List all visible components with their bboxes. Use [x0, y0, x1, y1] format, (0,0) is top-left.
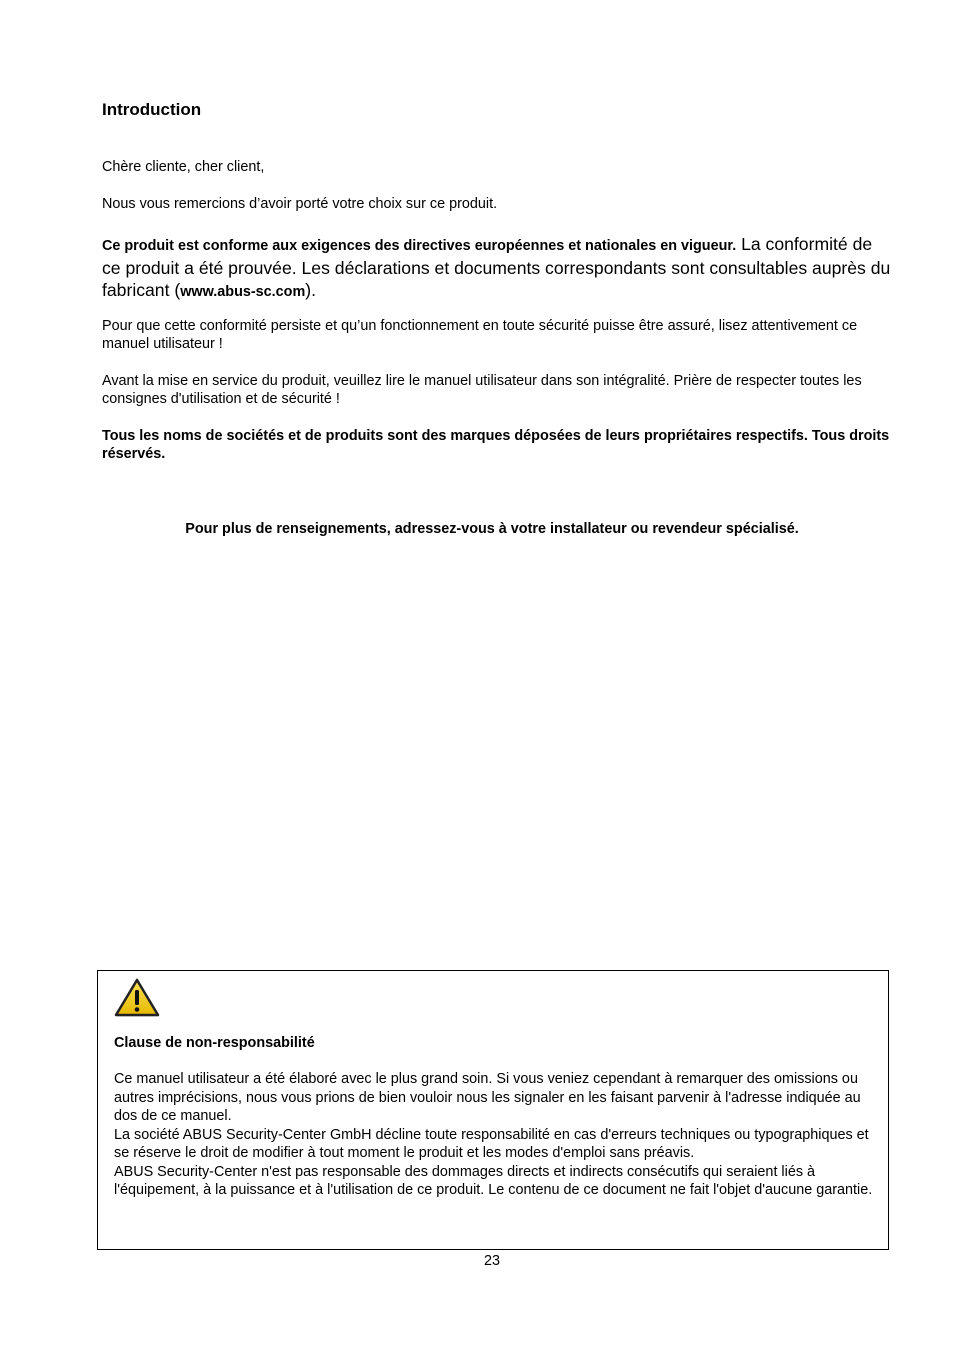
disclaimer-paragraph: Ce manuel utilisateur a été élaboré avec le plus grand soin. Si vous veniez cependant à remarquer des omissions ou autres imprécisions, nous vous prions de bien vouloir nous les signaler en les faisant parvenir à l'adresse indiquée au dos de ce manuel. — [114, 1071, 861, 1124]
conformity-lead: Ce produit est conforme aux exigences des directives européennes et nationales en vigueur. — [102, 238, 737, 254]
conformity-close: ). — [305, 280, 317, 300]
disclaimer-paragraph: La société ABUS Security-Center GmbH décline toute responsabilité en cas d'erreurs techniques ou typographiques et se réserve le droit de modifier à tout moment le produit et les modes d'emploi sans préavis. — [114, 1126, 869, 1161]
warning-triangle-icon — [114, 978, 160, 1018]
contact-paragraph: Pour plus de renseignements, adressez-vous à votre installateur ou revendeur spécialisé. — [185, 521, 799, 537]
before-use-paragraph: Avant la mise en service du produit, veuillez lire le manuel utilisateur dans son intégralité. Prière de respecter toutes les consignes d'utilisation et de sécurité ! — [102, 373, 862, 407]
disclaimer-title: Clause de non-responsabilité — [114, 1035, 315, 1051]
conformity-body: La conformité de ce produit a été prouvée. Les déclarations et documents correspondants sont consultables auprès du fabricant ( — [102, 234, 891, 300]
disclaimer-text — [114, 1070, 886, 1200]
thanks-text: Nous vous remercions d’avoir porté votre choix sur ce produit. — [102, 196, 498, 212]
page-number: 23 — [483, 1253, 500, 1269]
greeting-text: Chère cliente, cher client, — [102, 159, 265, 175]
manufacturer-url: www.abus-sc.com — [180, 284, 306, 300]
trademarks-paragraph: Tous les noms de sociétés et de produits sont des marques déposées de leurs propriétaires respectifs. Tous droits réservés. — [102, 428, 890, 462]
conformity-persist-paragraph: Pour que cette conformité persiste et qu’un fonctionnement en toute sécurité puisse être assuré, lisez attentivement ce manuel utilisateur ! — [102, 318, 858, 352]
page-title: Introduction — [102, 100, 202, 119]
disclaimer-paragraph: ABUS Security-Center n'est pas responsable des dommages directs et indirects consécutifs qui seraient liés à l'équipement, à la puissance et à l'utilisation de ce produit. Le contenu de ce document ne fait l'objet d'aucune garantie. — [114, 1163, 873, 1198]
conformity-paragraph — [102, 233, 892, 303]
